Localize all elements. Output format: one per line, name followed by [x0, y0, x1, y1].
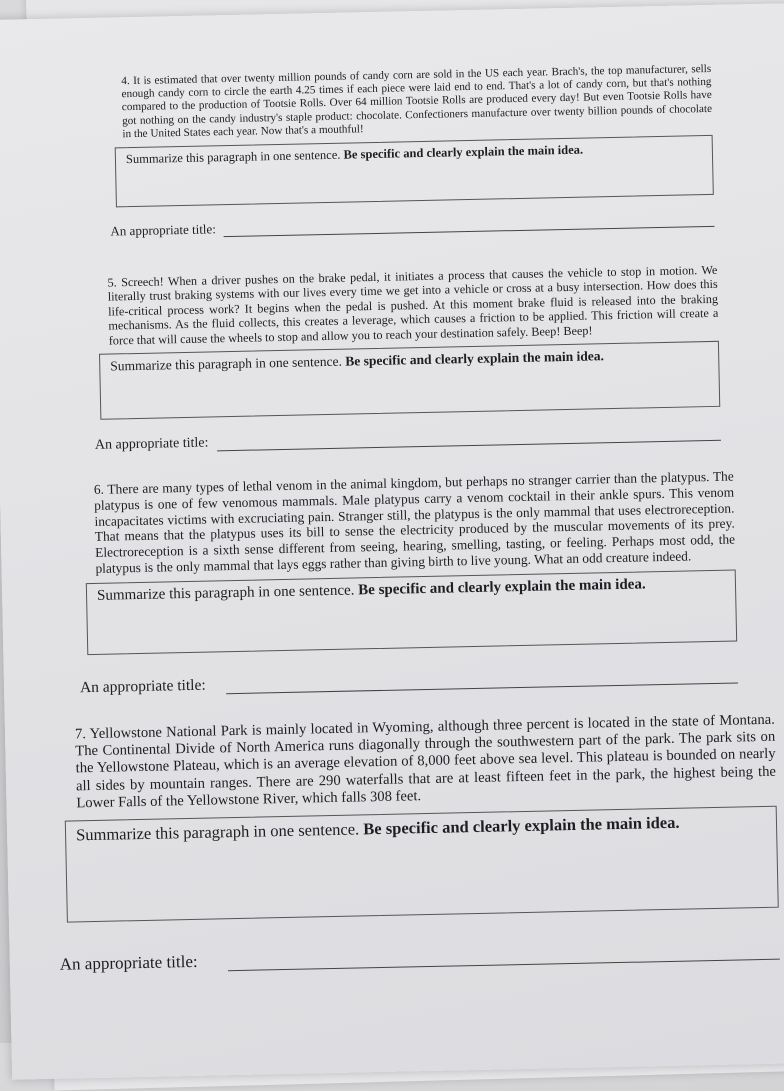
paragraph-4: 4. It is estimated that over twenty million pounds of candy corn are sold in the US each year. Brach's, the top manufacturer, sells enough candy corn to circle the earth 4.25 times if each piece were laid end to end. That's a lot of candy corn, but that's nothing compared to the production of Tootsie Rolls. Over 64 million Tootsie Rolls are produced every day! But even Tootsie Rolls have got nothing on the candy industry's staple product: chocolate. Confectioners manufacture over twenty billion pounds of chocolate in the United States each year. Now that's a mouthful!	[121, 62, 713, 141]
paragraph-5: 5. Screech! When a driver pushes on the brake pedal, it initiates a process that causes the vehicle to stop in motion. We literally trust braking systems with our lives every time we get into a vehicle or cross at a busy intersection. How does this life-critical process work? It begins when the pedal is pushed. At this moment brake fluid is released into the braking mechanisms. As the fluid collects, this creates a leverage, which causes a friction to be applied. This friction will create a force that will cause the wheels to stop and allow you to reach your destination safely. Beep! Beep!	[107, 262, 719, 348]
title-input-4[interactable]	[224, 225, 715, 237]
title-input-6[interactable]	[226, 681, 738, 694]
title-label-6: An appropriate title:	[79, 676, 206, 697]
item-6	[79, 468, 738, 697]
item-4	[110, 62, 714, 239]
title-label-7: An appropriate title:	[59, 951, 198, 974]
title-line-6	[80, 665, 738, 697]
title-line-7	[60, 940, 780, 975]
title-input-5[interactable]	[217, 439, 721, 452]
paragraph-6: 6. There are many types of lethal venom in the animal kingdom, but perhaps no stranger carrier than the platypus. The platypus is one of few venomous mammals. Male platypus carry a venom cocktail in their ankle spurs. This venom incapacitates victims with excruciating pain. Stranger still, the platypus is the only mammal that uses electroreception. That means that the platypus uses its bill to sense the electricity produced by the muscular movements of its prey. Electroreception is a sixth sense different from seeing, hearing, smelling, tasting, or feeling. Perhaps most odd, the platypus is the only mammal that lays eggs rather than giving birth to live young. What an odd creature indeed.	[93, 468, 736, 576]
summary-emphasis-7: Be specific and clearly explain the main idea.	[363, 812, 680, 839]
title-line-5	[95, 425, 721, 454]
title-input-7[interactable]	[228, 958, 780, 972]
summary-prompt-text-4: Summarize this paragraph in one sentence.	[125, 147, 341, 167]
item-5	[94, 262, 721, 454]
summary-prompt-7	[66, 807, 776, 850]
summary-box-5[interactable]	[99, 341, 720, 420]
summary-prompt-5	[100, 342, 718, 379]
summary-prompt-6	[87, 570, 735, 609]
worksheet-page	[0, 3, 784, 1080]
summary-prompt-text-5: Summarize this paragraph in one sentence.	[110, 353, 343, 374]
summary-emphasis-4: Be specific and clearly explain the main idea.	[343, 142, 584, 162]
summary-box-4[interactable]	[115, 135, 714, 208]
summary-prompt-text-7: Summarize this paragraph in one sentence.	[75, 819, 360, 845]
item-7	[59, 711, 780, 975]
summary-emphasis-5: Be specific and clearly explain the main idea.	[345, 348, 605, 369]
paragraph-7: 7. Yellowstone National Park is mainly located in Wyoming, although three percent is located in the state of Montana. The Continental Divide of North America runs diagonally through the southwestern part of the park. The park sits on the Yellowstone Plateau, which is an average elevation of 8,000 feet above sea level. This plateau is bounded on nearly all sides by mountain ranges. There are 290 waterfalls that are at least fifteen feet in the park, the highest being the Lower Falls of the Yellowstone River, which falls 308 feet.	[74, 711, 777, 812]
title-label-5: An appropriate title:	[94, 435, 209, 453]
summary-box-6[interactable]	[86, 569, 737, 655]
title-line-4	[110, 211, 714, 240]
summary-prompt-4	[116, 136, 712, 171]
summary-emphasis-6: Be specific and clearly explain the main idea.	[358, 576, 646, 599]
summary-prompt-text-6: Summarize this paragraph in one sentence.	[96, 582, 355, 604]
summary-box-7[interactable]	[65, 806, 779, 923]
title-label-4: An appropriate title:	[110, 221, 217, 239]
